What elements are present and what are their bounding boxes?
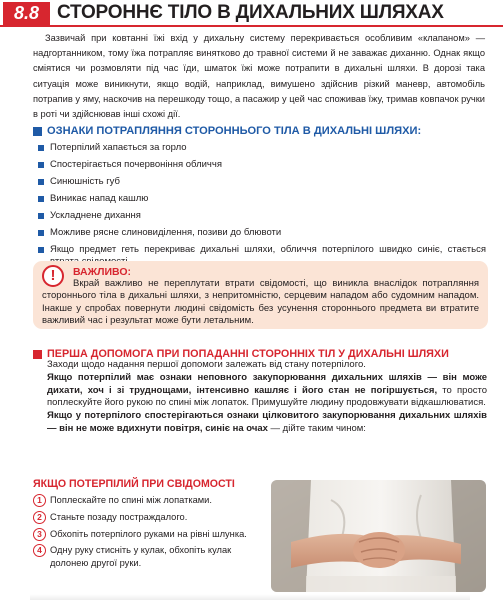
section-title: СТОРОННЄ ТІЛО В ДИХАЛЬНИХ ШЛЯХАХ bbox=[57, 2, 444, 23]
photo-illustration bbox=[271, 480, 486, 592]
step-number-icon: 3 bbox=[33, 528, 46, 541]
conscious-title: ЯКЩО ПОТЕРПІЛИЙ ПРИ СВІДОМОСТІ bbox=[33, 478, 235, 490]
warning-box bbox=[33, 261, 488, 329]
list-item bbox=[33, 544, 265, 569]
header-divider bbox=[0, 25, 503, 27]
heimlich-maneuver-photo bbox=[271, 480, 486, 592]
warning-text: Вкрай важливо не переплутати втрати свідомості, що виникла внаслідок потрапляння стороннього тіла в дихальні шляхи, з непритомністю, серцевим нападом або судомним нападом. Інакше у спробах повернути людині свідомість без усунення стороннього предмета ви втратите важливий час і результат може бути летальним. bbox=[42, 278, 479, 326]
step-number-icon: 1 bbox=[33, 494, 46, 507]
list-item bbox=[33, 528, 265, 540]
list-item: Якщо предмет геть перекриває дихальні шляхи, обличчя потерпілого швидко синіє, стається bbox=[38, 244, 486, 269]
list-item bbox=[33, 494, 265, 506]
list-item: Синюшність губ bbox=[38, 176, 486, 188]
first-aid-body bbox=[47, 359, 487, 436]
warning-title: ВАЖЛИВО: bbox=[73, 266, 132, 278]
signs-heading bbox=[33, 124, 493, 140]
partial-blockage-bold: Якщо потерпілий має ознаки неповного закупорювання дихальних шляхів — він може дихати, хоч і зі труднощами, інтенсивно кашляє і його стан не погіршується, bbox=[47, 372, 487, 396]
heading-square-icon bbox=[33, 350, 42, 359]
first-aid-lead: Заходи щодо надання першої допомоги залежать від стану потерпілого. bbox=[47, 359, 366, 370]
intro-paragraph bbox=[33, 31, 485, 122]
steps-list bbox=[33, 494, 265, 573]
section-number-badge: 8.8 bbox=[3, 2, 50, 25]
step-number-icon: 2 bbox=[33, 511, 46, 524]
step-number-icon: 4 bbox=[33, 544, 46, 557]
section-header bbox=[0, 0, 503, 26]
full-blockage-text: — дійте таким чином: bbox=[267, 422, 366, 434]
partial-blockage-text: то просто поплескуйте його рукою по спині між лопаток. Примушуйте людину продовжувати відкашлюватися. bbox=[47, 384, 488, 409]
first-aid-title: ПЕРША ДОПОМОГА ПРИ ПОПАДАННІ СТОРОННІХ ТІЛ У ДИХАЛЬНІ ШЛЯХИ bbox=[47, 348, 449, 360]
list-item: Виникає напад кашлю bbox=[38, 193, 486, 205]
list-item: Потерпілий хапається за горло bbox=[38, 142, 486, 154]
step-text: Обхопіть потерпілого руками на рівні шлунка. bbox=[50, 528, 247, 539]
partial-blockage-paragraph bbox=[47, 372, 487, 410]
heading-square-icon bbox=[33, 127, 42, 136]
signs-list bbox=[38, 142, 486, 273]
exclamation-circle-icon: ! bbox=[42, 265, 64, 287]
step-text: Поплескайте по спині між лопатками. bbox=[50, 495, 212, 505]
full-blockage-bold: Якщо у потерпілого спостерігаються ознаки цілковитого закупорювання дихальних шляхів — він не може вдихнути повітря, синіє на очах bbox=[47, 410, 487, 434]
signs-title: ОЗНАКИ ПОТРАПЛЯННЯ СТОРОННЬОГО ТІЛА В ДИХАЛЬНІ ШЛЯХИ: bbox=[47, 125, 422, 137]
list-item bbox=[33, 511, 265, 523]
step-text: Станьте позаду постраждалого. bbox=[50, 511, 188, 522]
list-item: Ускладнене дихання bbox=[38, 210, 486, 222]
full-blockage-paragraph bbox=[47, 410, 487, 435]
list-item: Спостерігається почервоніння обличчя bbox=[38, 159, 486, 171]
list-item: Можливе рясне слиновиділення, позиви до блювоти bbox=[38, 227, 486, 239]
step-text: Одну руку стисніть у кулак, обхопіть кулак долонею другої руки. bbox=[50, 545, 232, 568]
page-cutoff bbox=[30, 594, 470, 600]
intro-text: Зазвичай при ковтанні їжі вхід у дихальну систему перекривається особливим «клапаном» — надгортанником, тому їжа потрапляє винятково до травної системи й не заважає диханню. Однак якщо сміятися чи розмовляти під час їди, шматок їжі може потрапити в дихальні шляхи. В дорозі така ситуація може виникнути, якщо водій, наприклад, вимушено здійснив різкий маневр, автомобіль потрапив у яму, наскочив на перешкоду тощо, а пасажир у цей час споживав їжу, тримав ковпачок ручки в роті чи здійснював інші схожі дії. bbox=[33, 33, 485, 120]
